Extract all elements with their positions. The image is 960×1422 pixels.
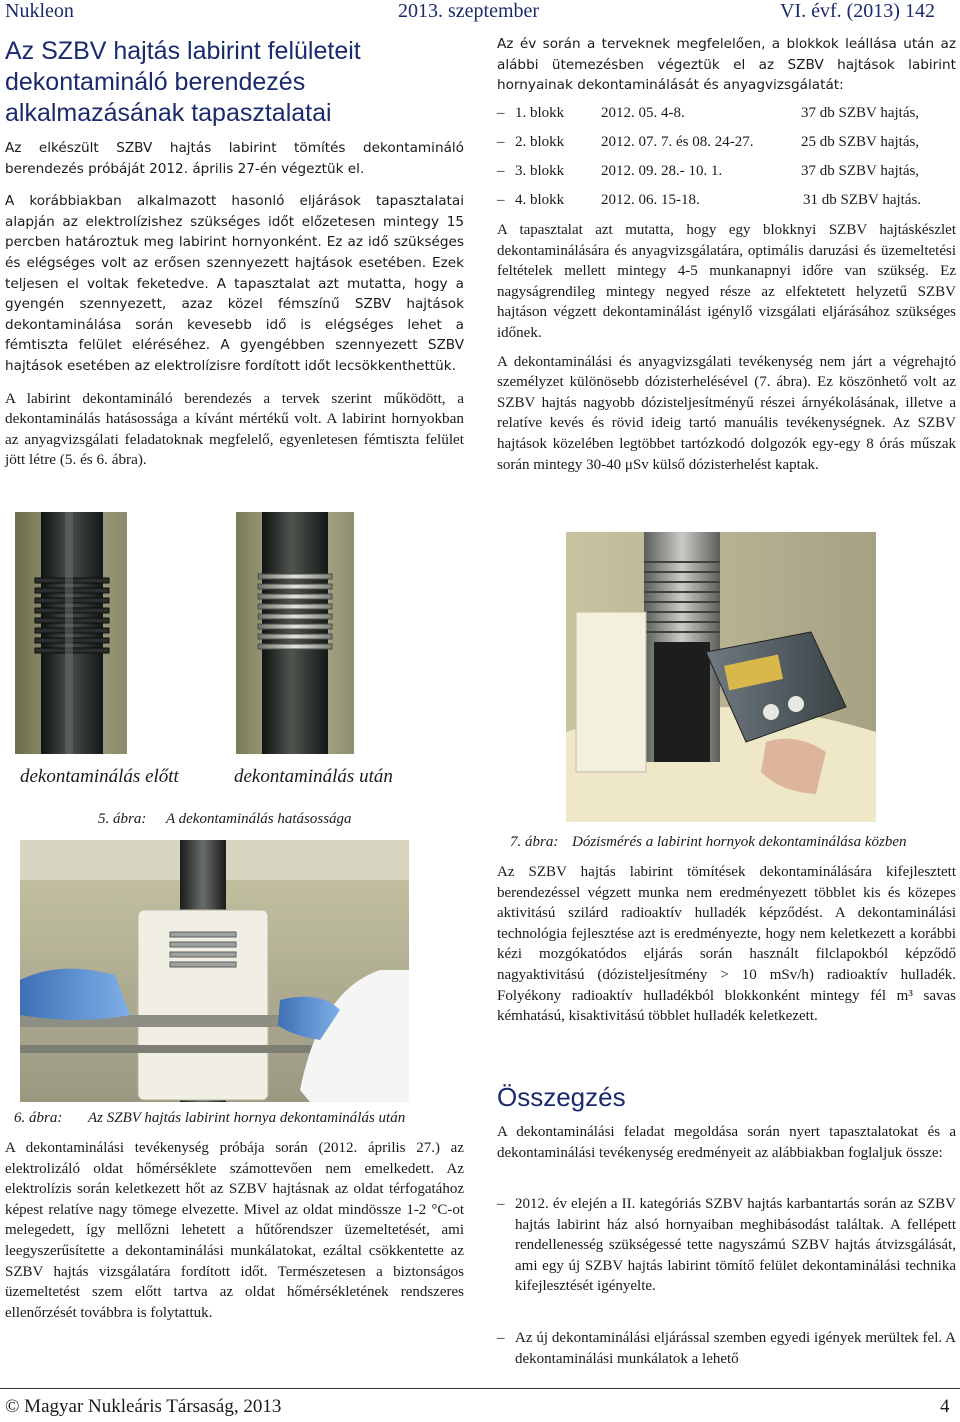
schedule-block: 2. blokk (515, 134, 565, 150)
summary-body (497, 1122, 956, 1163)
schedule-row (497, 134, 957, 154)
paragraph-elektrolizis: A korábbiakban alkalmazott hasonló eljárások tapasztalatai alapján az elektrolízishez szükséges időt előzetesen mintegy 15 percben határoztuk meg labirint hornyonként. Ez az idő szükséges és elégséges volt az erősen szennyezett hajtások esetében. Ezek teljesen el voltak feketedve. A tapasztalat azt mutatta, hogy a gyengén szennyezett, azaz közel fémszínű SZBV hajtások dekontaminálása során kevesebb idő is elégséges lehet a fémtiszta felület eléréséhez. A gyengébben szennyezett SZBV hajtások esetében az elektrolízisre fordított időt lecsökkenthettük. (5, 193, 464, 374)
schedule-block: 3. blokk (515, 163, 565, 179)
schedule-row (497, 192, 957, 212)
schedule-dash: – (497, 105, 505, 121)
bullet-text: Az új dekontaminálási eljárással szemben egyedi igények merültek fel. A dekontaminálási munkálatok a lehető (515, 1330, 956, 1367)
paragraph-temperature: A dekontaminálási tevékenység próbája során (2012. április 27.) az elektrolizáló oldat hőmérséklete számottevően nem emelkedett. Az elektrolízis során keletkezett hőt az SZBV hajtásnak az oldat térfogatához képest relatíve nagy tömege elvezette. Mivel az oldat mindössze 1-2 °C-ot melegedett, így mellőzni lehetett a hűtőrendszer üzemeltetését, ami leegyszerűsítette a dekontaminálási munkálatokat, ezáltal csökkentette az SZBV hajtás vizsgálatára fordított időt. Természetesen a biztonságos üzemeltetést szem előtt tartva az oldat hőmérsékletének rendszeres ellenőrzését továbbra is folytattuk. (5, 1140, 464, 1321)
page-number: 4 (940, 1396, 950, 1417)
summary-bullet (497, 1194, 956, 1297)
bullet-text: 2012. év elején a II. kategóriás SZBV hajtás karbantartás során az SZBV hajtás labirint ház alsó hornyaiban meghibásodást találtak. A fellépett rendellenesség szükségessé tette nagyszámú SZBV hajtás átvizsgálását, ami egy új SZBV hajtás labirint tömítő felület dekontaminálási technika kifejlesztését igényelte. (515, 1196, 956, 1295)
footer-rule (0, 1388, 960, 1389)
fig6-caption: Az SZBV hajtás labirint hornya dekontaminálás után (88, 1110, 406, 1126)
schedule-date: 2012. 07. 7. és 08. 24-27. (601, 134, 754, 150)
schedule-dash: – (497, 134, 505, 150)
schedule-count: 31 db SZBV hajtás. (803, 192, 922, 208)
fig5-label-after: dekontaminálás után (234, 766, 393, 787)
right-column-middle (497, 220, 956, 475)
left-column-bottom (5, 1138, 464, 1323)
schedule-block: 1. blokk (515, 105, 565, 121)
schedule-row (497, 163, 957, 183)
paragraph-result: A labirint dekontamináló berendezés a tervek szerint működött, a dekontaminálás hatásossága a kívánt mértékű volt. A labirint hornyokban az anyagvizsgálati feladatoknak megfelelő, egyenletesen fémtiszta felület jött létre (5. és 6. ábra). (5, 389, 464, 469)
fig6-caption-number: 6. ábra: (14, 1110, 63, 1126)
paragraph-workdays: A tapasztalat azt mutatta, hogy egy blokknyi SZBV hajtáskészlet dekontaminálására és anyagvizsgálatára, optimális daruzási és üzemeltetési feltételek mellett mintegy 4-5 munkanapnyi időre van szükség. Ez nagyságrendileg mintegy negyed része az elfektetett helyzetű SZBV hajtáson végzett dekontaminálást igénylő vizsgálati eljárásához szükséges időnek. (497, 222, 956, 341)
bullet-dash: – (497, 1330, 505, 1346)
fig7-caption: Dózismérés a labirint hornyok dekontaminálása közben (572, 834, 907, 850)
fig5-caption-number: 5. ábra: (98, 811, 147, 827)
photo-labyrinth-groove (20, 840, 409, 1102)
summary-section (497, 1082, 626, 1113)
photo-after-decontamination (236, 512, 354, 754)
summary-bullet (497, 1328, 956, 1369)
fig5-caption: A dekontaminálás hatásossága (166, 811, 352, 827)
paragraph-intro: Az elkészült SZBV hajtás labirint tömítés dekontamináló berendezés próbáját 2012. április 27-én végeztük el. (5, 140, 464, 177)
photo-before-decontamination (15, 512, 127, 754)
paragraph-summary: A dekontaminálási feladat megoldása során nyert tapasztalatokat és a dekontaminálási tevékenység eredményeit az alábbiakban foglaljuk össze: (497, 1124, 956, 1161)
fig7-caption-number: 7. ábra: (510, 834, 559, 850)
issue-date: 2013. szeptember (398, 0, 540, 22)
journal-name: Nukleon (5, 0, 74, 22)
article-title: Az SZBV hajtás labirint felületeit dekontamináló berendezés alkalmazásának tapasztalatai (5, 37, 361, 127)
schedule-date: 2012. 09. 28.- 10. 1. (601, 163, 723, 179)
schedule-count: 37 db SZBV hajtás, (801, 105, 920, 121)
schedule-count: 25 db SZBV hajtás, (801, 134, 920, 150)
paragraph-schedule-intro: Az év során a terveknek megfelelően, a blokkok leállása után az alábbi ütemezésben végeztük el az SZBV hajtások labirint hornyainak dekontaminálását és anyagvizsgálatát: (497, 36, 956, 94)
left-column-top (5, 138, 464, 471)
schedule-date: 2012. 05. 4-8. (601, 105, 685, 121)
schedule-block: 4. blokk (515, 192, 565, 208)
right-column-top (497, 34, 956, 96)
schedule-row (497, 105, 957, 125)
footer-copyright: © Magyar Nukleáris Társaság, 2013 (5, 1396, 282, 1417)
summary-heading: Összegzés (497, 1082, 626, 1112)
schedule-date: 2012. 06. 15-18. (601, 192, 700, 208)
schedule-count: 37 db SZBV hajtás, (801, 163, 920, 179)
photo-dose-measurement (566, 532, 876, 822)
right-column-lower (497, 862, 956, 1027)
volume-info: VI. évf. (2013) 142 (780, 0, 935, 22)
bullet-dash: – (497, 1196, 505, 1212)
schedule-dash: – (497, 163, 505, 179)
paragraph-waste: Az SZBV hajtás labirint tömítések dekontaminálására kifejlesztett berendezéssel végzett munka nem eredményezett többlet kis és közepes aktivitású szilárd radioaktív hulladék képződést. A dekontaminálási technológia fejlesztése azt is eredményezte, hogy nem keletkezett a korábbi kézi mozgókatódos eljárás során használt filclapokból képződő nagyaktivitású (dózisteljesítmény > 10 mSv/h) radioaktív hulladék. Folyékony radioaktív hulladékból blokkonként mintegy fél m³ savas kémhatású, kisaktivitású többlet hulladék keletkezett. (497, 864, 956, 1025)
paragraph-dose: A dekontaminálási és anyagvizsgálati tevékenység nem járt a végrehajtó személyzet különösebb dózisterhelésével (7. ábra). Ez köszönhető volt az SZBV hajtás nagyobb dózisteljesítményű részei árnyékolásának, illetve a relatíve kevés és rövid ideig tartó manuális tevékenységnek. Az SZBV hajtások közelében legtöbbet tartózkodó dolgozók egy-egy 8 órás műszak során mintegy 30-40 μSv külső dózisterhelést kaptak. (497, 353, 956, 473)
fig5-label-before: dekontaminálás előtt (20, 766, 179, 787)
schedule-dash: – (497, 192, 505, 208)
